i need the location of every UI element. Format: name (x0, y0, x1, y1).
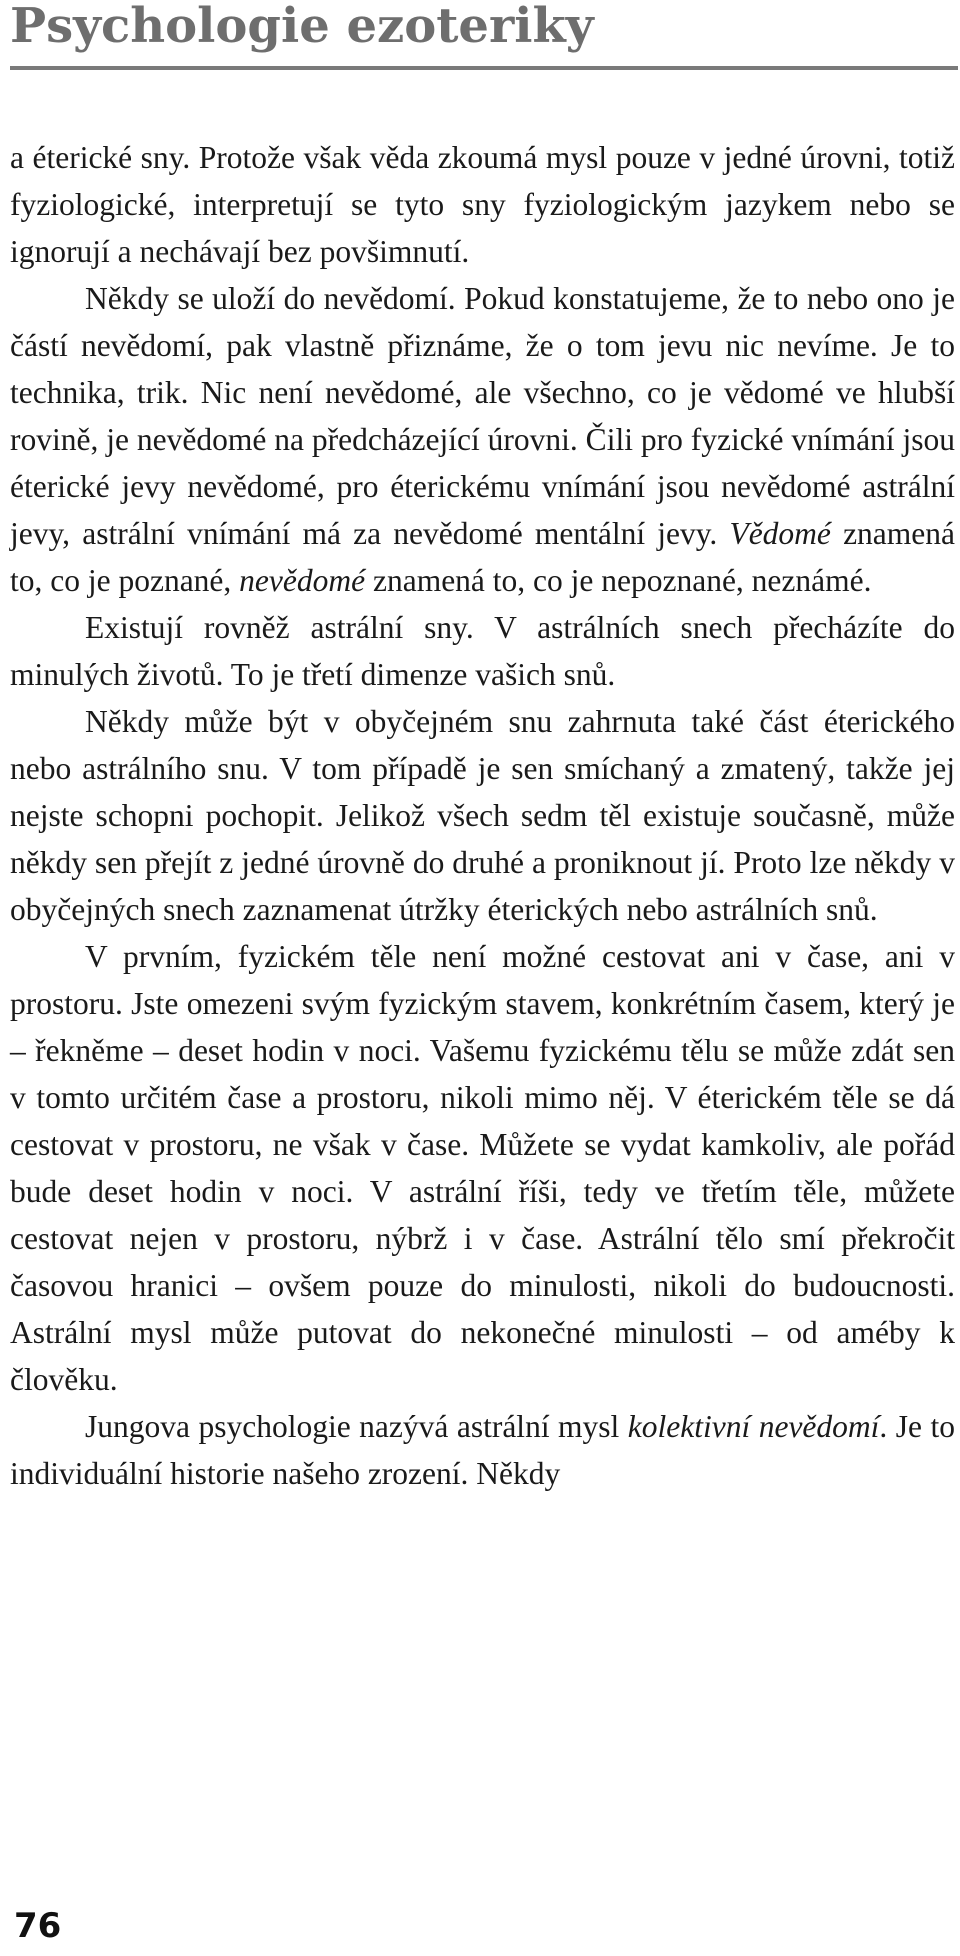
emphasis-vedome: Vědomé (729, 516, 831, 551)
paragraph-6-text-b: . Je to individuální historie našeho zrození. Někdy (10, 1409, 955, 1491)
paragraph-1: a éterické sny. Protože však věda zkoumá mysl pouze v jedné úrovni, totiž fyziologické, interpretují se tyto sny fyziologickým jazykem nebo se ignorují a nechávají bez povšimnutí. (10, 140, 955, 269)
paragraph-6 (10, 1403, 955, 1497)
running-header-title: Psychologie ezoteriky (10, 0, 594, 54)
paragraph-2-text-a: Někdy se uloží do nevědomí. Pokud konstatujeme, že to nebo ono je částí nevědomí, pak vlastně přiznáme, že o tom jevu nic nevíme. Je to technika, trik. Nic není nevědomé, ale všechno, co je vědomé ve hlubší rovině, je nevědomé na předcházející úrovni. Čili pro fyzické vnímání jsou éterické jevy nevědomé, pro éterickému vnímání jsou nevědomé astrální jevy, astrální vnímání má za nevědomé mentální jevy. (10, 281, 955, 551)
emphasis-kolektivni-nevedomi: kolektivní nevědomí (627, 1409, 880, 1444)
paragraph-5: V prvním, fyzickém těle není možné cestovat ani v čase, ani v prostoru. Jste omezeni svým fyzickým stavem, konkrétním časem, který je – řekněme – deset hodin v noci. Vašemu fyzickému tělu se může zdát sen v tomto určitém čase a prostoru, nikoli mimo něj. V éterickém těle se dá cestovat v prostoru, ne však v čase. Můžete se vydat kamkoliv, ale pořád bude deset hodin v noci. V astrální říši, tedy ve třetím těle, můžete cestovat nejen v prostoru, nýbrž i v čase. Astrální tělo smí překročit časovou hranici – ovšem pouze do minulosti, nikoli do budoucnosti. Astrální mysl může putovat do nekonečné minulosti – od améby k člověku. (10, 939, 955, 1397)
body-text (10, 134, 955, 1497)
emphasis-nevedome: nevědomé (239, 563, 366, 598)
header-divider (10, 66, 958, 70)
page-number: 76 (14, 1906, 62, 1946)
paragraph-2-text-c: znamená to, co je nepoznané, neznámé. (365, 563, 872, 598)
paragraph-3: Existují rovněž astrální sny. V astrálních snech přecházíte do minulých životů. To je třetí dimenze vašich snů. (10, 610, 955, 692)
paragraph-2 (10, 275, 955, 604)
paragraph-6-text-a: Jungova psychologie nazývá astrální mysl (85, 1409, 628, 1444)
running-header (10, 0, 958, 70)
paragraph-4: Někdy může být v obyčejném snu zahrnuta také část éterického nebo astrálního snu. V tom případě je sen smíchaný a zmatený, takže jej nejste schopni pochopit. Jelikož všech sedm těl existuje současně, může někdy sen přejít z jedné úrovně do druhé a proniknout jí. Proto lze někdy v obyčejných snech zaznamenat útržky éterických nebo astrálních snů. (10, 704, 955, 927)
paragraph-2-text-b: znamená to, co je poznané, (10, 516, 955, 598)
